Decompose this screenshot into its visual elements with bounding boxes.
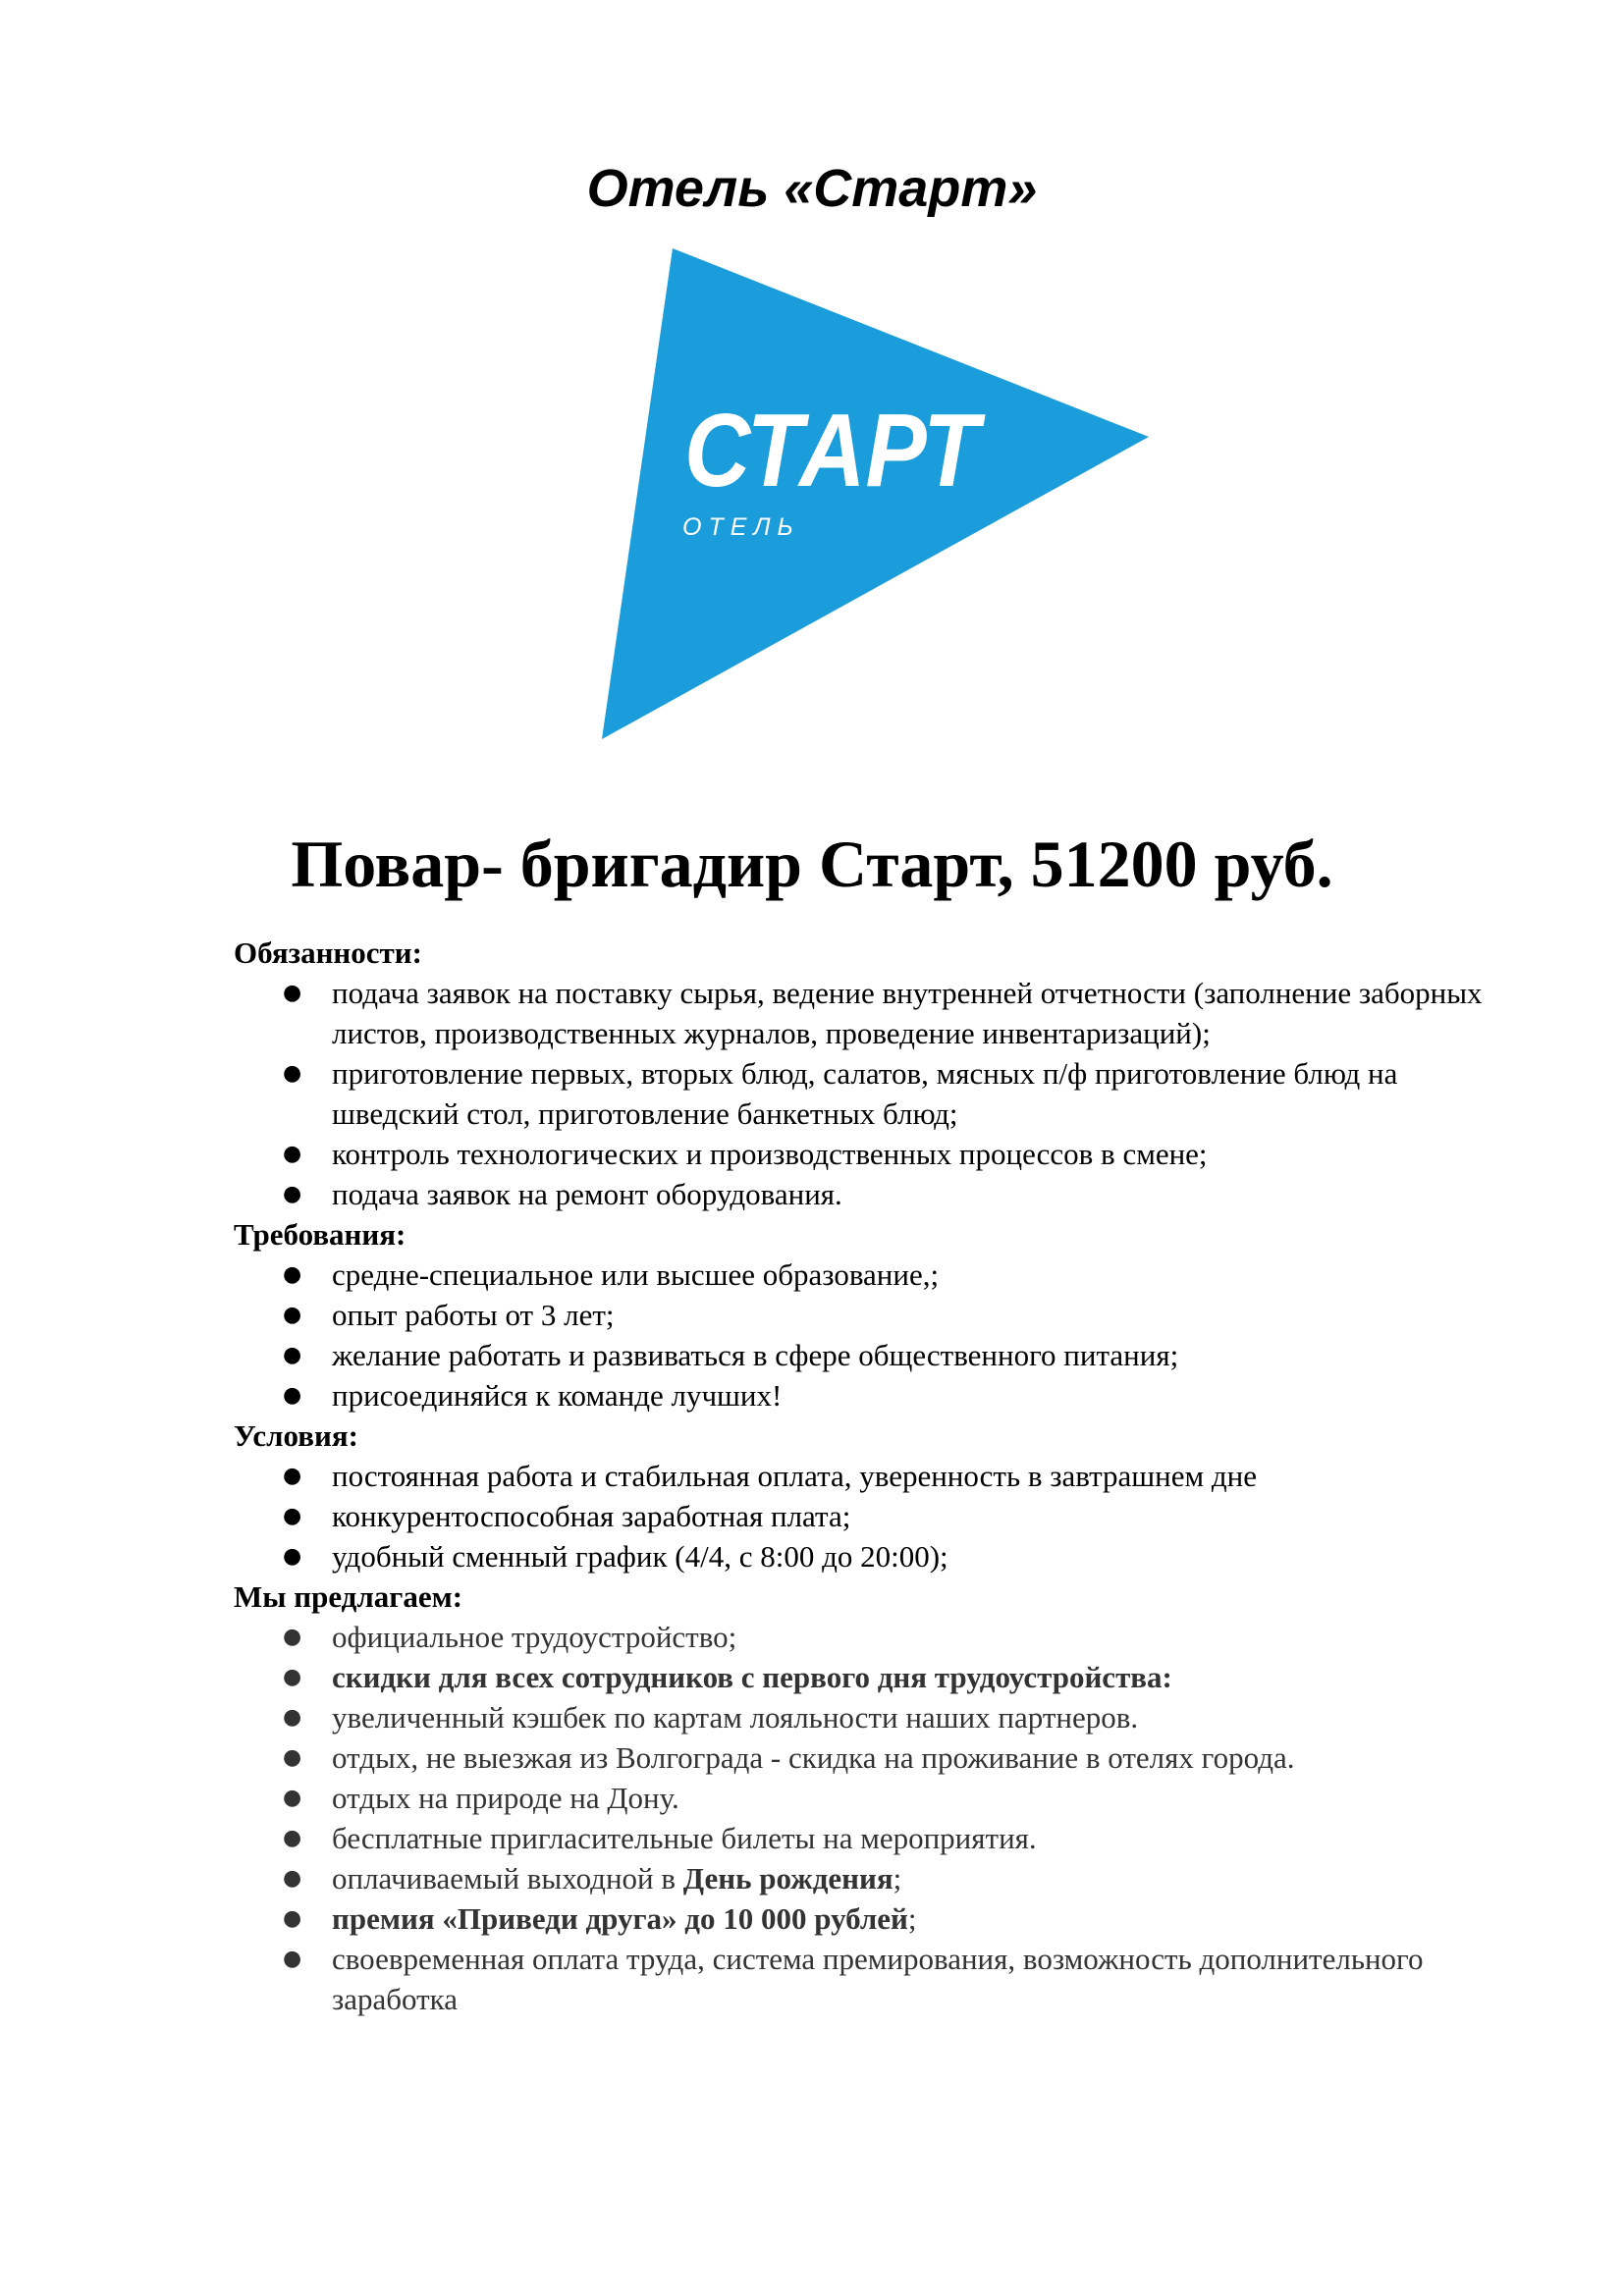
bullet-icon: ●: [283, 1383, 302, 1408]
requirements-heading: Требования:: [234, 1217, 406, 1252]
list-item: ● желание работать и развиваться в сфере общественного питания;: [234, 1335, 1510, 1375]
start-hotel-logo: [584, 240, 1154, 741]
list-item: ● скидки для всех сотрудников с первого дня трудоустройства:: [234, 1657, 1510, 1697]
bullet-icon: ●: [283, 1947, 302, 1971]
hotel-title: Отель «Старт»: [586, 159, 1038, 218]
conditions-list: [234, 1456, 1510, 1576]
bullet-icon: ●: [283, 1142, 302, 1166]
list-item: ● премия «Приведи друга» до 10 000 рублей;: [234, 1898, 1510, 1939]
logo-word: СТАРТ: [684, 393, 987, 508]
bullet-icon: ●: [283, 1826, 302, 1850]
offer-list: [234, 1617, 1510, 2019]
list-item: ● увеличенный кэшбек по картам лояльности наших партнеров.: [234, 1697, 1510, 1737]
bullet-icon: ●: [283, 1705, 302, 1730]
logo-subword: ОТЕЛЬ: [682, 513, 800, 541]
duties-list: [234, 973, 1510, 1214]
list-item: ● опыт работы от 3 лет;: [234, 1295, 1510, 1335]
bullet-icon: ●: [283, 1906, 302, 1931]
list-item: ● подача заявок на поставку сырья, ведение внутренней отчетности (заполнение заборных листов, производственных журналов, проведение инвентаризаций);: [234, 973, 1510, 1053]
bullet-icon: ●: [283, 1625, 302, 1649]
list-item: ● конкурентоспособная заработная плата;: [234, 1496, 1510, 1536]
bullet-icon: ●: [283, 1343, 302, 1367]
list-item: ● бесплатные пригласительные билеты на мероприятия.: [234, 1818, 1510, 1858]
bullet-icon: ●: [283, 1464, 302, 1488]
list-item: ● контроль технологических и производственных процессов в смене;: [234, 1134, 1510, 1174]
list-item: ● присоединяйся к команде лучших!: [234, 1375, 1510, 1415]
bullet-icon: ●: [283, 1061, 302, 1086]
bullet-icon: ●: [283, 1665, 302, 1689]
bullet-icon: ●: [283, 1544, 302, 1569]
bullet-icon: ●: [283, 1262, 302, 1287]
bullet-icon: ●: [283, 1303, 302, 1327]
job-title: Повар- бригадир Старт, 51200 руб.: [291, 827, 1333, 901]
list-item: ● подача заявок на ремонт оборудования.: [234, 1174, 1510, 1214]
bullet-icon: ●: [283, 1786, 302, 1810]
list-item: ● отдых на природе на Дону.: [234, 1778, 1510, 1818]
list-item: ● отдых, не выезжая из Волгограда - скидка на проживание в отелях города.: [234, 1737, 1510, 1778]
vacancy-content: [234, 933, 1510, 2019]
list-item: ● оплачиваемый выходной в День рождения;: [234, 1858, 1510, 1898]
bullet-icon: ●: [283, 1504, 302, 1528]
bullet-icon: ●: [283, 981, 302, 1005]
requirements-list: [234, 1255, 1510, 1415]
list-item: ● средне-специальное или высшее образование,;: [234, 1255, 1510, 1295]
bullet-icon: ●: [283, 1866, 302, 1891]
list-item: ● официальное трудоустройство;: [234, 1617, 1510, 1657]
bullet-icon: ●: [283, 1745, 302, 1770]
list-item: ● удобный сменный график (4/4, с 8:00 до 20:00);: [234, 1536, 1510, 1576]
list-item: ● постоянная работа и стабильная оплата, уверенность в завтрашнем дне: [234, 1456, 1510, 1496]
duties-heading: Обязанности:: [234, 935, 422, 970]
conditions-heading: Условия:: [234, 1418, 358, 1453]
list-item: ● своевременная оплата труда, система премирования, возможность дополнительного заработка: [234, 1939, 1510, 2019]
list-item: ● приготовление первых, вторых блюд, салатов, мясных п/ф приготовление блюд на шведский стол, приготовление банкетных блюд;: [234, 1053, 1510, 1134]
offer-heading: Мы предлагаем:: [234, 1579, 463, 1614]
bullet-icon: ●: [283, 1182, 302, 1206]
